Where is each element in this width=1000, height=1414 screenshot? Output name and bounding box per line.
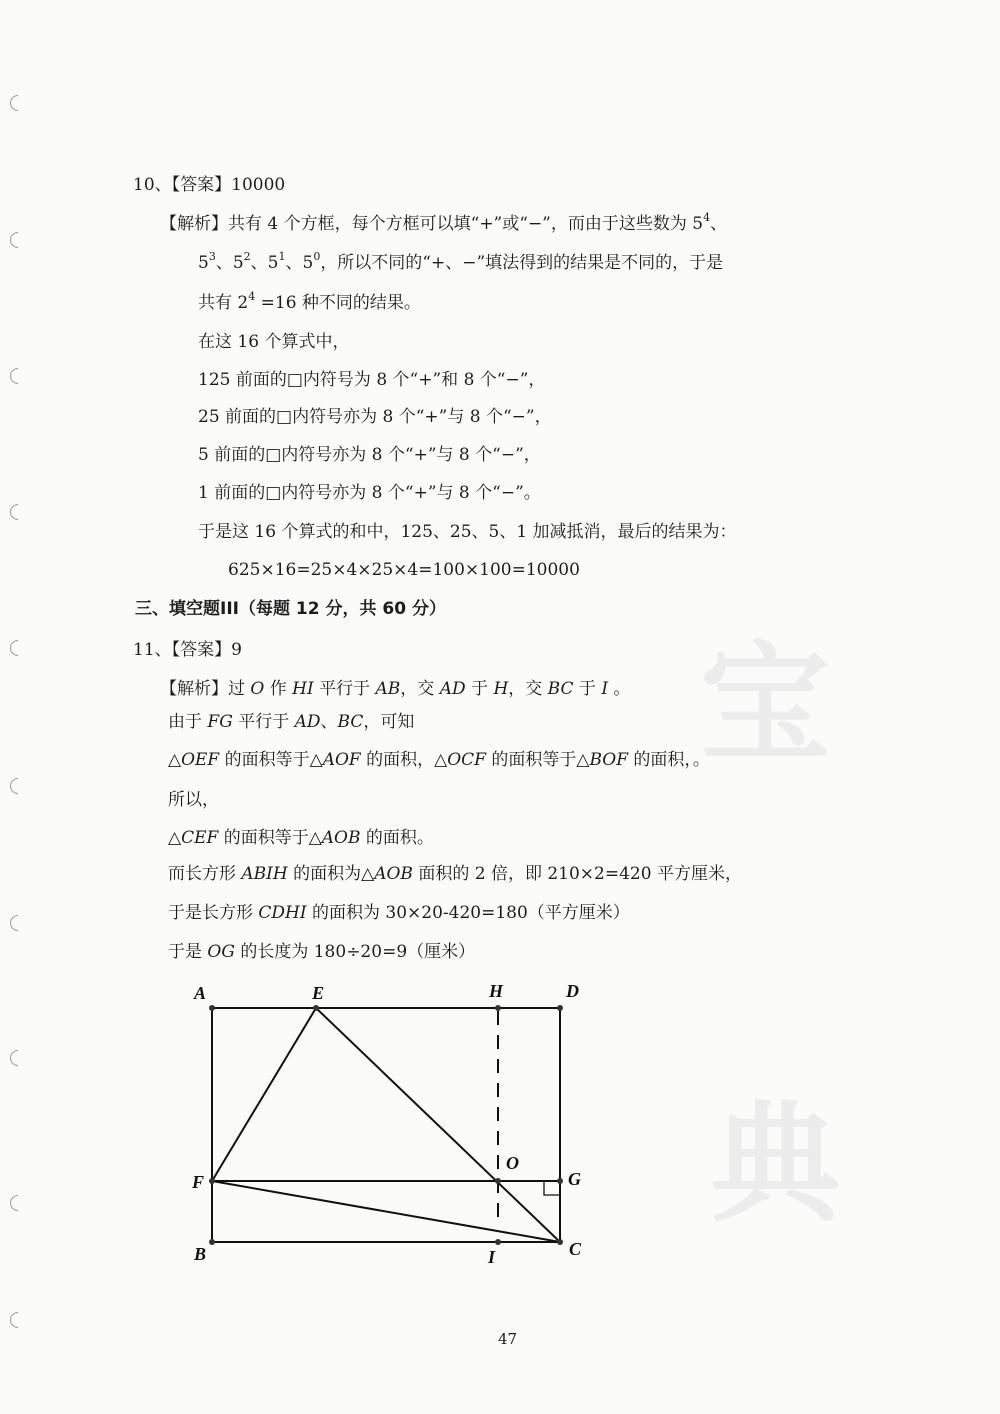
q10-line7: 5 前面的□内符号亦为 8 个“+”与 8 个“−”， <box>198 445 541 465</box>
q10-line5: 125 前面的□内符号为 8 个“+”和 8 个“−”， <box>198 370 546 390</box>
q11-line7: 于是长方形 CDHI 的面积为 30×20-420=180（平方厘米） <box>168 903 630 923</box>
label-B: B <box>194 1244 207 1264</box>
point-H <box>495 1005 501 1011</box>
label-E: E <box>312 983 325 1003</box>
label-F: F <box>192 1172 205 1192</box>
page-number: 47 <box>498 1330 518 1348</box>
segment-EF <box>212 1008 316 1181</box>
point-I <box>495 1239 501 1245</box>
binder-hole <box>10 95 18 111</box>
binder-hole <box>10 1312 18 1328</box>
binder-hole <box>10 1195 18 1211</box>
binder-hole <box>10 504 18 520</box>
q10-formula: 625×16=25×4×25×4=100×100=10000 <box>228 560 580 580</box>
point-A <box>209 1005 215 1011</box>
q10-answer: 10、【答案】10000 <box>133 175 286 195</box>
watermark-char: 宝 <box>700 628 831 780</box>
q11-line6: 而长方形 ABIH 的面积为△AOB 面积的 2 倍，即 210×2=420 平方厘米， <box>168 864 742 884</box>
section-heading: 三、填空题III（每题 12 分，共 60 分） <box>135 599 446 619</box>
q10-line4: 在这 16 个算式中， <box>198 332 350 352</box>
segment-FC <box>212 1181 560 1242</box>
watermark-char: 典 <box>710 1088 841 1240</box>
geometry-figure <box>180 975 620 1275</box>
q10-analysis-line3: 共有 $2^4 =16$ 种不同的结果。 <box>198 290 421 313</box>
q10-line8: 1 前面的□内符号亦为 8 个“+”与 8 个“−”。 <box>198 483 541 503</box>
label-O: O <box>506 1153 519 1173</box>
segment-EC <box>316 1008 560 1242</box>
label-A: A <box>194 983 207 1003</box>
q11-line8: 于是 OG 的长度为 180÷20=9（厘米） <box>168 942 476 962</box>
label-G: G <box>568 1169 581 1189</box>
binder-hole <box>10 368 18 384</box>
point-C <box>557 1239 563 1245</box>
q11-line2: 由于 FG 平行于 AD、BC，可知 <box>168 712 415 732</box>
right-angle-mark <box>544 1181 560 1195</box>
point-O <box>495 1178 501 1184</box>
point-B <box>209 1239 215 1245</box>
q10-analysis-line2: $5^3$、$5^2$、$5^1$、$5^0$，所以不同的“+、−”填法得到的结果是不同的，于是 <box>198 250 724 273</box>
q10-analysis-line1: 【解析】共有 4 个方框，每个方框可以填“+”或“−”，而由于这些数为 $5^4$、 <box>160 211 728 234</box>
point-E <box>313 1005 319 1011</box>
q10-line6: 25 前面的□内符号亦为 8 个“+”与 8 个“−”， <box>198 407 552 427</box>
binder-hole <box>10 915 18 931</box>
q10-line9: 于是这 16 个算式的和中，125、25、5、1 加减抵消，最后的结果为： <box>198 522 737 542</box>
label-I: I <box>488 1247 496 1267</box>
binder-hole <box>10 232 18 248</box>
q11-line3: △OEF 的面积等于△AOF 的面积，△OCF 的面积等于△BOF 的面积，。 <box>168 750 710 770</box>
point-F <box>209 1178 215 1184</box>
label-C: C <box>569 1239 582 1259</box>
q11-line4: 所以， <box>168 790 219 810</box>
q11-line1: 【解析】过 O 作 HI 平行于 AB，交 AD 于 H，交 BC 于 I 。 <box>160 679 631 699</box>
binder-hole <box>10 778 18 794</box>
label-H: H <box>489 981 504 1001</box>
q11-answer: 11、【答案】9 <box>133 640 242 660</box>
binder-hole <box>10 1050 18 1066</box>
q11-line5: △CEF 的面积等于△AOB 的面积。 <box>168 828 434 848</box>
binder-hole <box>10 640 18 656</box>
label-D: D <box>566 981 579 1001</box>
point-G <box>557 1178 563 1184</box>
point-D <box>557 1005 563 1011</box>
